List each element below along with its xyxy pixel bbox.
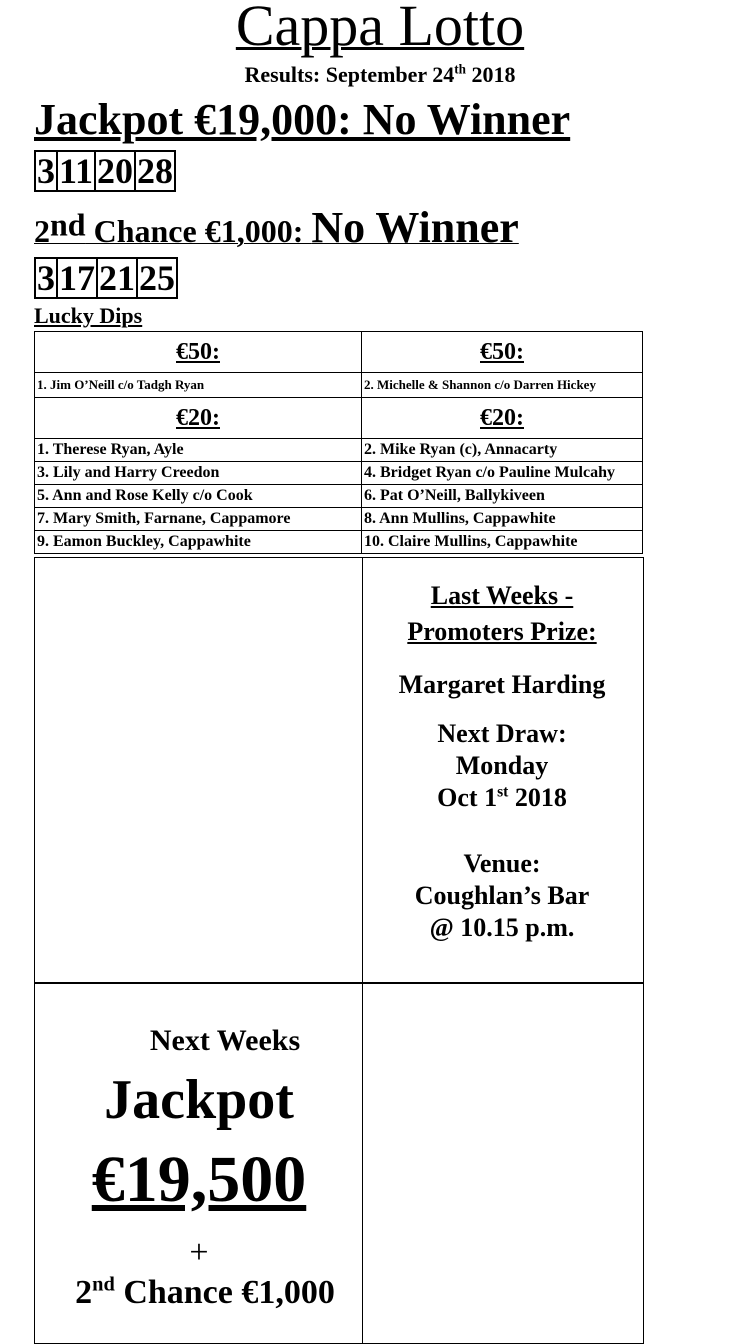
table-row xyxy=(35,398,643,439)
table-row xyxy=(35,508,643,531)
prize-50-heading: €50: xyxy=(35,332,362,373)
winner-cell: 9. Eamon Buckley, Cappawhite xyxy=(35,531,362,554)
winner-cell: 1. Jim O’Neill c/o Tadgh Ryan xyxy=(35,373,362,398)
prize-20-heading: €20: xyxy=(362,398,643,439)
next-draw: Next Draw: Monday Oct 1st 2018 Venue: Coughlan’s Bar @ 10.15 p.m. xyxy=(414,719,590,942)
promoters-winner: Margaret Harding xyxy=(398,670,606,699)
second-chance-number: 17 xyxy=(56,257,98,299)
second-chance-number: 3 xyxy=(34,257,58,299)
table-row xyxy=(35,439,643,462)
jackpot-number: 20 xyxy=(94,150,136,192)
winner-cell: 3. Lily and Harry Creedon xyxy=(35,462,362,485)
next-jackpot-label: Jackpot xyxy=(104,1069,294,1131)
winner-cell: 2. Michelle & Shannon c/o Darren Hickey xyxy=(362,373,643,398)
empty-box-top-left xyxy=(34,557,363,984)
winner-cell: 10. Claire Mullins, Cappawhite xyxy=(362,531,643,554)
lucky-dips-heading: Lucky Dips xyxy=(34,303,143,328)
next-jackpot-amount: €19,500 xyxy=(91,1143,307,1216)
prize-20-heading: €20: xyxy=(35,398,362,439)
empty-box-bottom-right xyxy=(362,982,644,1344)
table-row xyxy=(35,531,643,554)
winner-cell: 8. Ann Mullins, Cappawhite xyxy=(362,508,643,531)
jackpot-result: Jackpot €19,000: No Winner xyxy=(34,95,571,144)
table-row xyxy=(35,373,643,398)
winner-cell: 4. Bridget Ryan c/o Pauline Mulcahy xyxy=(362,462,643,485)
next-second-chance: 2nd Chance €1,000 xyxy=(75,1273,335,1311)
lucky-dips-table xyxy=(34,331,643,554)
plus-sign: + xyxy=(189,1234,209,1271)
second-chance-number: 25 xyxy=(136,257,178,299)
jackpot-number: 3 xyxy=(34,150,58,192)
results-date: Results: September 24th 2018 xyxy=(244,61,516,87)
second-chance-numbers xyxy=(34,257,176,299)
table-row xyxy=(35,485,643,508)
prize-50-heading: €50: xyxy=(362,332,643,373)
table-row xyxy=(35,332,643,373)
second-chance-result: 2nd Chance €1,000: No Winner xyxy=(34,203,519,252)
promoters-heading: Last Weeks - Promoters Prize: xyxy=(407,581,597,646)
table-row xyxy=(35,462,643,485)
page-title: Cappa Lotto xyxy=(235,0,525,58)
winner-cell: 1. Therese Ryan, Ayle xyxy=(35,439,362,462)
jackpot-number: 11 xyxy=(56,150,96,192)
jackpot-numbers xyxy=(34,150,174,192)
winner-cell: 6. Pat O’Neill, Ballykiveen xyxy=(362,485,643,508)
winner-cell: 5. Ann and Rose Kelly c/o Cook xyxy=(35,485,362,508)
winner-cell: 7. Mary Smith, Farnane, Cappamore xyxy=(35,508,362,531)
promoters-panel xyxy=(362,578,642,944)
second-chance-number: 21 xyxy=(96,257,138,299)
jackpot-number: 28 xyxy=(134,150,176,192)
next-weeks-label: Next Weeks xyxy=(149,1024,301,1057)
winner-cell: 2. Mike Ryan (c), Annacarty xyxy=(362,439,643,462)
